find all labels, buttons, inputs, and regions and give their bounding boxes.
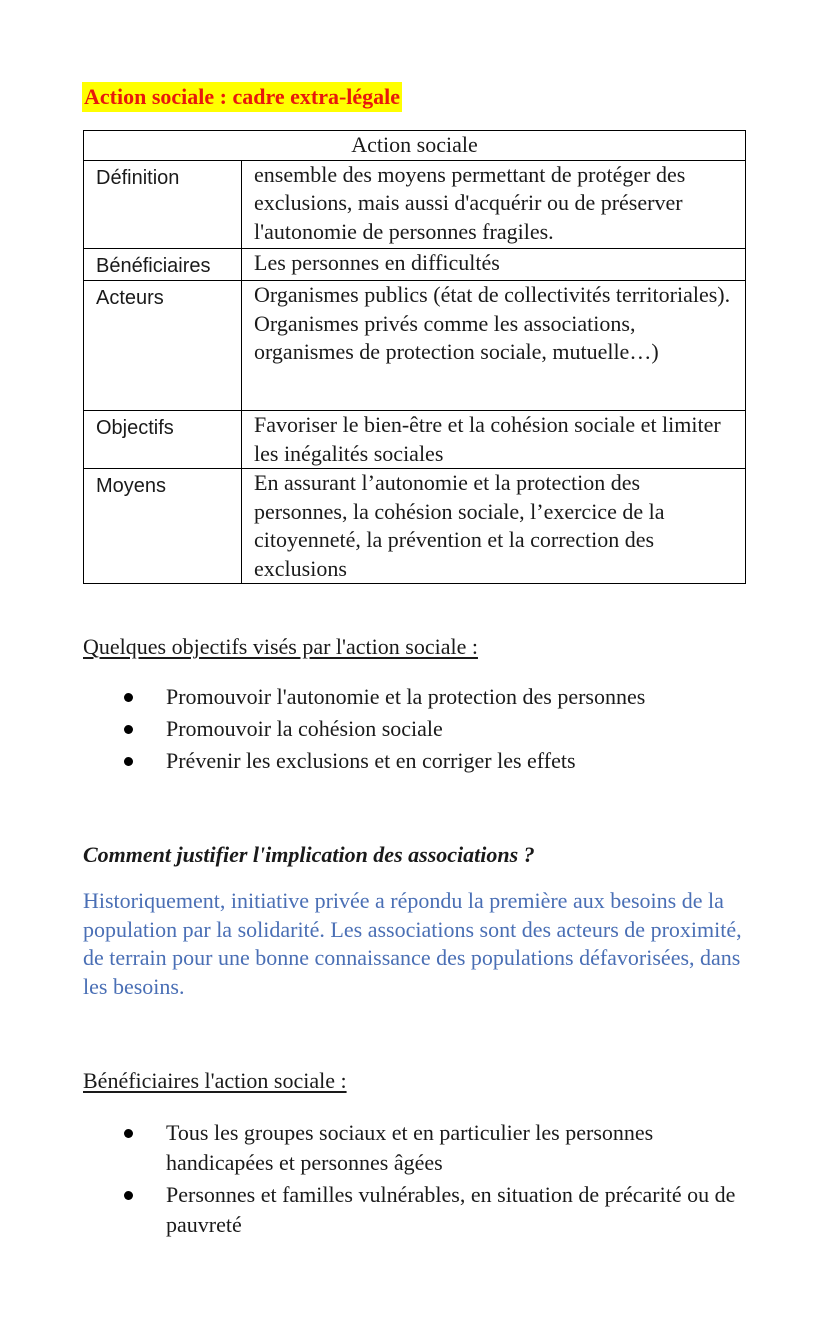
row-label-definition: Définition — [84, 160, 242, 248]
table-row — [84, 411, 746, 469]
row-label-objectifs: Objectifs — [84, 411, 242, 469]
list-item-text: Tous les groupes sociaux et en particulier les personnes handicapées et personnes âgées — [166, 1120, 654, 1175]
objectives-list — [120, 682, 760, 778]
row-label-acteurs: Acteurs — [84, 281, 242, 411]
beneficiaries-heading: Bénéficiaires l'action sociale : — [83, 1068, 347, 1093]
list-item — [120, 1180, 760, 1240]
question-answer: Historiquement, initiative privée a répondu la première aux besoins de la population par la solidarité. Les associations sont des acteurs de proximité, de terrain pour une bonne connaissance des populations défavorisées, dans les besoins. — [83, 888, 742, 999]
row-value-acteurs: Organismes publics (état de collectivités territoriales). Organismes privés comme les associations, organismes de protection sociale, mutuelle…) — [242, 281, 746, 411]
list-item-text: Promouvoir la cohésion sociale — [166, 716, 443, 741]
table-header: Action sociale — [84, 131, 746, 161]
table-row — [84, 160, 746, 248]
list-item — [120, 1118, 760, 1178]
bullet-icon — [124, 1191, 133, 1200]
row-value-definition: ensemble des moyens permettant de protéger des exclusions, mais aussi d'acquérir ou de préserver l'autonomie de personnes fragiles. — [242, 160, 746, 248]
action-sociale-table — [83, 130, 746, 584]
list-item — [120, 682, 760, 712]
row-label-moyens: Moyens — [84, 469, 242, 584]
row-value-beneficiaires: Les personnes en difficultés — [242, 248, 746, 281]
list-item-text: Personnes et familles vulnérables, en situation de précarité ou de pauvreté — [166, 1182, 736, 1237]
list-item — [120, 714, 760, 744]
table-header-row — [84, 131, 746, 161]
bullet-icon — [124, 693, 133, 702]
row-value-moyens: En assurant l’autonomie et la protection des personnes, la cohésion sociale, l’exercice de la citoyenneté, la prévention et la correction des exclusions — [242, 469, 746, 584]
page-title: Action sociale : cadre extra-légale — [82, 82, 402, 112]
table-row — [84, 469, 746, 584]
row-value-objectifs: Favoriser le bien-être et la cohésion sociale et limiter les inégalités sociales — [242, 411, 746, 469]
list-item-text: Prévenir les exclusions et en corriger les effets — [166, 748, 576, 773]
question-heading: Comment justifier l'implication des associations ? — [83, 842, 535, 867]
beneficiaries-list — [120, 1118, 760, 1242]
list-item-text: Promouvoir l'autonomie et la protection des personnes — [166, 684, 646, 709]
table-row — [84, 248, 746, 281]
objectives-heading: Quelques objectifs visés par l'action sociale : — [83, 634, 478, 659]
row-label-beneficiaires: Bénéficiaires — [84, 248, 242, 281]
bullet-icon — [124, 1129, 133, 1138]
list-item — [120, 746, 760, 776]
table-row — [84, 281, 746, 411]
bullet-icon — [124, 725, 133, 734]
bullet-icon — [124, 757, 133, 766]
